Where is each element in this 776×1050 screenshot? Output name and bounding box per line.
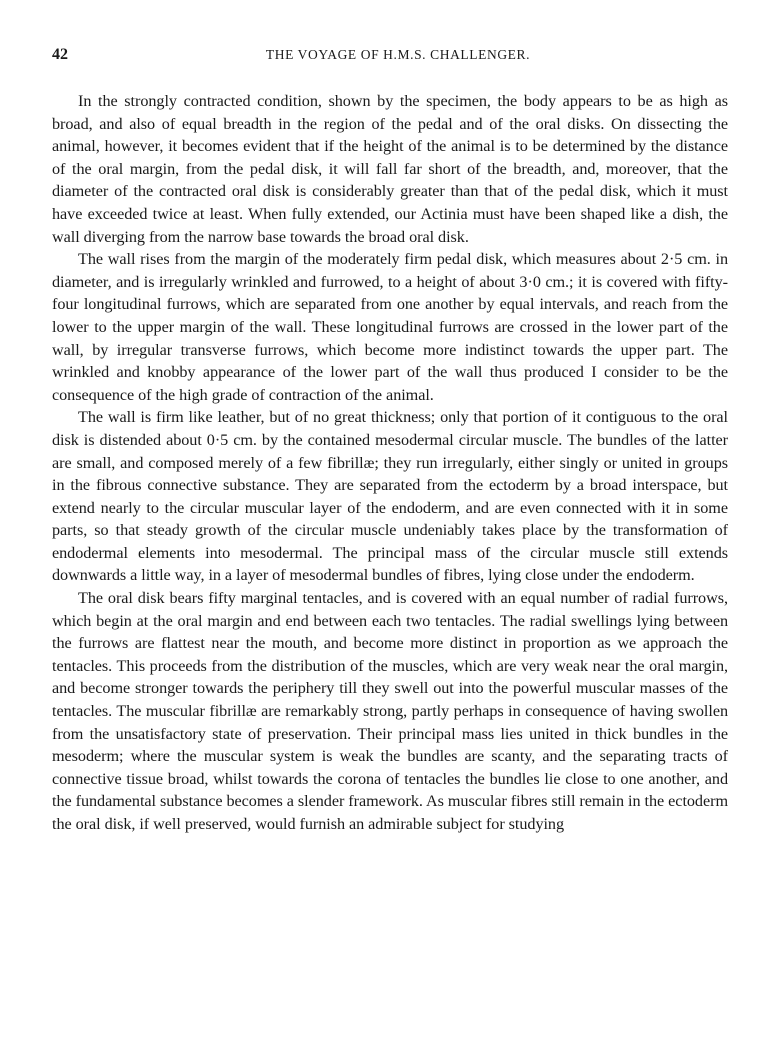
document-page [52, 46, 728, 836]
paragraph: The wall is firm like leather, but of no great thickness; only that portion of it contiguous to the oral disk is distended about 0·5 cm. by the contained mesodermal circular muscle. The bundles of the latter are small, and composed merely of a few fibrillæ; they run irregularly, either singly or united in groups in the fibrous connective substance. They are separated from the ectoderm by a broad interspace, but extend nearly to the circular muscular layer of the endoderm, and are even connected with it in some parts, so that steady growth of the circular muscle undeniably takes place by the transformation of endodermal elements into mesodermal. The principal mass of the circular muscle still extends downwards a little way, in a layer of mesodermal bundles of fibres, lying close under the endoderm. [52, 408, 728, 585]
running-title: THE VOYAGE OF H.M.S. CHALLENGER. [265, 47, 531, 62]
paragraph: In the strongly contracted condition, shown by the specimen, the body appears to be as high as broad, and also of equal breadth in the region of the pedal and of the oral disks. On dissecting the animal, however, it becomes evident that if the height of the animal is to be determined by the distance of the oral margin, from the pedal disk, it will fall far short of the breadth, and, moreover, that the diameter of the contracted oral disk is considerably greater than that of the pedal disk, which it must have exceeded twice at least. When fully extended, our Actinia must have been shaped like a dish, the wall diverging from the narrow base towards the broad oral disk. [52, 92, 728, 246]
page-header [52, 46, 728, 68]
body-text [52, 90, 728, 836]
paragraph: The wall rises from the margin of the moderately firm pedal disk, which measures about 2·5 cm. in diameter, and is irregularly wrinkled and furrowed, to a height of about 3·0 cm.; it is covered with fifty-four longitudinal furrows, which are separated from one another by equal intervals, and reach from the lower to the upper margin of the wall. These longitudinal furrows are crossed in the lower part of the wall, by irregular transverse furrows, which become more indistinct towards the upper part. The wrinkled and knobby appearance of the lower part of the wall thus produced I consider to be the consequence of the high grade of contraction of the animal. [52, 250, 728, 404]
page-number: 42 [52, 46, 68, 63]
paragraph: The oral disk bears fifty marginal tentacles, and is covered with an equal number of radial furrows, which begin at the oral margin and end between each two tentacles. The radial swellings lying between the furrows are flattest near the mouth, and become more distinct in proportion as we approach the tentacles. This proceeds from the distribution of the muscles, which are very weak near the oral margin, and become stronger towards the periphery till they swell out into the powerful muscular masses of the tentacles. The muscular fibrillæ are remarkably strong, partly perhaps in consequence of having swollen from the unsatisfactory state of preservation. Their principal mass lies united in thick bundles in the mesoderm; where the muscular system is weak the bundles are scanty, and the separating tracts of connective tissue broad, whilst towards the corona of tentacles the bundles lie close to one another, and the fundamental substance becomes a slender framework. As muscular fibres still remain in the ectoderm the oral disk, if well preserved, would furnish an admirable subject for studying [52, 589, 728, 833]
